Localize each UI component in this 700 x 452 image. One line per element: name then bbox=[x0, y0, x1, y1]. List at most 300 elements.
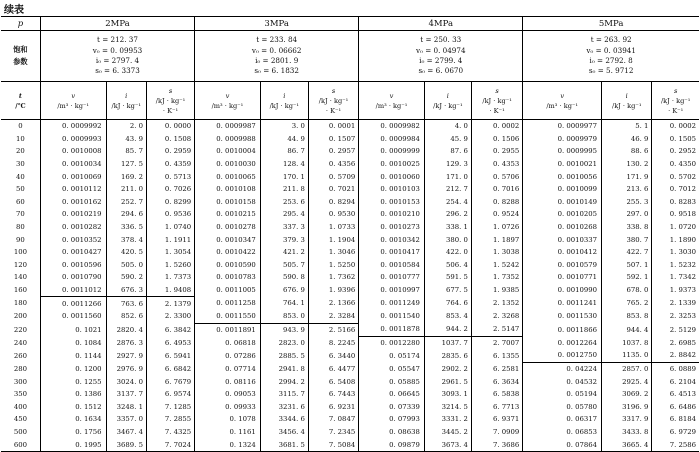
specific-volume-cell: 0. 0010268 bbox=[523, 221, 602, 234]
specific-volume-cell: 0. 04224 bbox=[523, 362, 602, 375]
entropy-cell: 0. 0002 bbox=[652, 120, 699, 133]
entropy-cell: 0. 9536 bbox=[146, 208, 194, 221]
enthalpy-cell: 85. 7 bbox=[106, 145, 146, 158]
t-unit-label bbox=[1, 82, 40, 120]
i-unit-header bbox=[106, 82, 146, 120]
saturation-value: i₀ = 2799. 4 bbox=[419, 56, 463, 65]
table-row bbox=[1, 284, 699, 297]
specific-volume-cell: 0. 1078 bbox=[195, 413, 261, 426]
temperature-cell: 120 bbox=[13, 260, 28, 269]
entropy-cell: 2. 3268 bbox=[471, 310, 522, 323]
enthalpy-cell: 676. 9 bbox=[260, 284, 308, 297]
table-row bbox=[1, 246, 699, 259]
temperature-cell: 200 bbox=[13, 312, 28, 321]
saturation-value: v₀ = 0. 04974 bbox=[415, 45, 466, 55]
specific-volume-cell: 0. 0010777 bbox=[359, 271, 425, 284]
enthalpy-cell: 507. 1 bbox=[602, 259, 652, 272]
specific-volume-cell: 0. 0012280 bbox=[359, 336, 425, 349]
enthalpy-cell: 3137. 7 bbox=[106, 388, 146, 401]
saturation-value: t = 212. 37 bbox=[97, 35, 138, 45]
enthalpy-cell: 3433. 8 bbox=[602, 426, 652, 439]
entropy-cell: 6. 4477 bbox=[308, 362, 358, 375]
specific-volume-cell: 0. 0009999 bbox=[359, 145, 425, 158]
specific-volume-cell: 0. 1324 bbox=[195, 438, 261, 451]
entropy-cell: 1. 7362 bbox=[308, 271, 358, 284]
s-unit-line: s bbox=[168, 86, 173, 95]
enthalpy-cell: 3673. 4 bbox=[424, 438, 471, 451]
i-unit-line: /kJ · kg⁻¹ bbox=[433, 101, 463, 110]
enthalpy-cell: 338. 1 bbox=[424, 221, 471, 234]
specific-volume-cell: 0. 0010990 bbox=[523, 284, 602, 297]
entropy-cell: 0. 8288 bbox=[471, 196, 522, 209]
table-row bbox=[1, 120, 699, 133]
specific-volume-cell: 0. 0010210 bbox=[359, 208, 425, 221]
entropy-cell: 0. 1506 bbox=[471, 133, 522, 146]
specific-volume-cell: 0. 0010278 bbox=[195, 221, 261, 234]
entropy-cell: 0. 4350 bbox=[652, 158, 699, 171]
temperature-cell: 600 bbox=[1, 438, 40, 451]
entropy-cell: 7. 2586 bbox=[652, 438, 699, 451]
s-unit-line: s bbox=[331, 86, 336, 95]
entropy-cell: 1. 3030 bbox=[652, 246, 699, 259]
saturation-value: i₀ = 2797. 4 bbox=[95, 56, 140, 65]
temperature-cell: 10 bbox=[16, 134, 25, 143]
specific-volume-cell: 0. 09879 bbox=[359, 438, 425, 451]
entropy-cell: 1. 5260 bbox=[146, 259, 194, 272]
v-unit-line: /m³ · kg⁻¹ bbox=[375, 101, 408, 110]
enthalpy-cell: 2902. 2 bbox=[424, 362, 471, 375]
i-unit-line: i bbox=[283, 91, 286, 100]
enthalpy-cell: 592. 1 bbox=[602, 271, 652, 284]
enthalpy-cell: 336. 5 bbox=[106, 221, 146, 234]
table-row bbox=[1, 158, 699, 171]
v-unit-header bbox=[359, 82, 425, 120]
specific-volume-cell: 0. 0010153 bbox=[359, 196, 425, 209]
enthalpy-cell: 590. 8 bbox=[260, 271, 308, 284]
enthalpy-cell: 3331. 2 bbox=[424, 413, 471, 426]
entropy-cell: 2. 1366 bbox=[308, 297, 358, 310]
i-unit-line: i bbox=[446, 91, 449, 100]
table-row bbox=[1, 362, 699, 375]
enthalpy-cell: 422. 7 bbox=[602, 246, 652, 259]
table-row bbox=[1, 145, 699, 158]
table-row bbox=[1, 183, 699, 196]
entropy-cell: 2. 1352 bbox=[471, 297, 522, 310]
entropy-cell: 1. 7373 bbox=[146, 271, 194, 284]
pressure-header-row bbox=[1, 17, 699, 31]
enthalpy-cell: 678. 0 bbox=[602, 284, 652, 297]
entropy-cell: 0. 8283 bbox=[652, 196, 699, 209]
temperature-cell: 260 bbox=[13, 351, 28, 360]
enthalpy-cell: 1135. 0 bbox=[602, 349, 652, 362]
enthalpy-cell: 171. 9 bbox=[602, 170, 652, 183]
specific-volume-cell: 0. 0010162 bbox=[40, 196, 106, 209]
specific-volume-cell: 0. 0011550 bbox=[195, 310, 261, 323]
specific-volume-cell: 0. 0010771 bbox=[523, 271, 602, 284]
saturation-values bbox=[359, 31, 523, 82]
enthalpy-cell: 943. 9 bbox=[260, 323, 308, 336]
specific-volume-cell: 0. 0010025 bbox=[359, 158, 425, 171]
specific-volume-cell: 0. 1200 bbox=[40, 362, 106, 375]
enthalpy-cell: 420. 5 bbox=[106, 246, 146, 259]
v-unit-line: /m³ · kg⁻¹ bbox=[57, 101, 90, 110]
specific-volume-cell: 0. 1161 bbox=[195, 426, 261, 439]
temperature-cell: 500 bbox=[13, 428, 28, 437]
enthalpy-cell: 129. 3 bbox=[424, 158, 471, 171]
entropy-cell: 1. 1897 bbox=[471, 233, 522, 246]
specific-volume-cell: 0. 09053 bbox=[195, 388, 261, 401]
entropy-cell: 6. 2581 bbox=[471, 362, 522, 375]
entropy-cell: 7. 7024 bbox=[146, 438, 194, 451]
entropy-cell: 1. 7342 bbox=[652, 271, 699, 284]
temperature-cell: 300 bbox=[13, 377, 28, 386]
specific-volume-cell: 0. 07993 bbox=[359, 413, 425, 426]
pressure-label: 5MPa bbox=[523, 17, 699, 31]
entropy-cell: 2. 5166 bbox=[308, 323, 358, 336]
entropy-cell: 2. 3253 bbox=[652, 310, 699, 323]
table-row bbox=[1, 233, 699, 246]
s-unit-line: /kJ · kg⁻¹ bbox=[318, 96, 349, 105]
table-row bbox=[1, 271, 699, 284]
temperature-cell: 0 bbox=[18, 122, 23, 131]
entropy-cell: 6. 3842 bbox=[146, 323, 194, 336]
s-unit-line: · K⁻¹ bbox=[668, 106, 684, 115]
enthalpy-cell: 3231. 6 bbox=[260, 401, 308, 414]
specific-volume-cell: 0. 0010108 bbox=[195, 183, 261, 196]
specific-volume-cell: 0. 0010273 bbox=[359, 221, 425, 234]
enthalpy-cell: 3689. 5 bbox=[106, 438, 146, 451]
v-unit-header bbox=[523, 82, 602, 120]
entropy-cell: 0. 2952 bbox=[652, 145, 699, 158]
enthalpy-cell: 380. 0 bbox=[424, 233, 471, 246]
enthalpy-cell: 422. 0 bbox=[424, 246, 471, 259]
enthalpy-cell: 763. 6 bbox=[106, 297, 146, 310]
specific-volume-cell: 0. 0010065 bbox=[195, 170, 261, 183]
enthalpy-cell: 590. 2 bbox=[106, 271, 146, 284]
t-unit-line: t bbox=[18, 91, 22, 100]
entropy-cell: 7. 3686 bbox=[471, 438, 522, 451]
enthalpy-cell: 1037. 8 bbox=[602, 336, 652, 349]
entropy-cell: 2. 8842 bbox=[652, 349, 699, 362]
specific-volume-cell: 0. 0010427 bbox=[40, 246, 106, 259]
entropy-cell: 2. 6985 bbox=[652, 336, 699, 349]
enthalpy-cell: 379. 3 bbox=[260, 233, 308, 246]
enthalpy-cell: 944. 4 bbox=[602, 323, 652, 336]
enthalpy-cell: 764. 1 bbox=[260, 297, 308, 310]
v-unit-header bbox=[40, 82, 106, 120]
specific-volume-cell: 0. 0011249 bbox=[359, 297, 425, 310]
specific-volume-cell: 0. 0010103 bbox=[359, 183, 425, 196]
i-unit-header bbox=[424, 82, 471, 120]
enthalpy-cell: 338. 8 bbox=[602, 221, 652, 234]
superheated-steam-table bbox=[1, 16, 699, 452]
enthalpy-cell: 505. 0 bbox=[106, 259, 146, 272]
entropy-cell: 0. 2959 bbox=[146, 145, 194, 158]
table-row bbox=[1, 323, 699, 336]
saturation-values bbox=[523, 31, 699, 82]
specific-volume-cell: 0. 1386 bbox=[40, 388, 106, 401]
specific-volume-cell: 0. 06818 bbox=[195, 336, 261, 349]
enthalpy-cell: 3069. 2 bbox=[602, 388, 652, 401]
enthalpy-cell: 2976. 9 bbox=[106, 362, 146, 375]
enthalpy-cell: 2820. 4 bbox=[106, 323, 146, 336]
entropy-cell: 6. 4953 bbox=[146, 336, 194, 349]
entropy-cell: 1. 1911 bbox=[146, 233, 194, 246]
table-row bbox=[1, 310, 699, 323]
s-unit-header bbox=[652, 82, 699, 120]
enthalpy-cell: 676. 3 bbox=[106, 284, 146, 297]
entropy-cell: 1. 9373 bbox=[652, 284, 699, 297]
specific-volume-cell: 0. 1756 bbox=[40, 426, 106, 439]
specific-volume-cell: 0. 0010056 bbox=[523, 170, 602, 183]
specific-volume-cell: 0. 0010584 bbox=[359, 259, 425, 272]
saturation-value: s₀ = 6. 1832 bbox=[254, 66, 299, 76]
entropy-cell: 6. 8184 bbox=[652, 413, 699, 426]
enthalpy-cell: 211. 8 bbox=[260, 183, 308, 196]
entropy-cell: 6. 5941 bbox=[146, 349, 194, 362]
enthalpy-cell: 677. 5 bbox=[424, 284, 471, 297]
entropy-cell: 0. 7021 bbox=[308, 183, 358, 196]
enthalpy-cell: 45. 9 bbox=[424, 133, 471, 146]
entropy-cell: 0. 5713 bbox=[146, 170, 194, 183]
v-unit-header bbox=[195, 82, 261, 120]
enthalpy-cell: 2857. 0 bbox=[602, 362, 652, 375]
entropy-cell: 0. 4359 bbox=[146, 158, 194, 171]
specific-volume-cell: 0. 05547 bbox=[359, 362, 425, 375]
s-unit-line: s bbox=[673, 86, 678, 95]
enthalpy-cell: 505. 7 bbox=[260, 259, 308, 272]
entropy-cell: 0. 4353 bbox=[471, 158, 522, 171]
enthalpy-cell: 87. 6 bbox=[424, 145, 471, 158]
v-unit-line: v bbox=[389, 91, 394, 100]
i-unit-line: /kJ · kg⁻¹ bbox=[611, 101, 642, 110]
p-symbol: p bbox=[1, 17, 40, 31]
saturation-label-line: 参数 bbox=[13, 57, 28, 66]
enthalpy-cell: 1037. 7 bbox=[424, 336, 471, 349]
enthalpy-cell: 213. 6 bbox=[602, 183, 652, 196]
specific-volume-cell: 0. 05780 bbox=[523, 401, 602, 414]
entropy-cell: 7. 0909 bbox=[471, 426, 522, 439]
enthalpy-cell: 2876. 3 bbox=[106, 336, 146, 349]
temperature-cell: 20 bbox=[16, 147, 25, 156]
saturation-values bbox=[40, 31, 194, 82]
specific-volume-cell: 0. 0010790 bbox=[40, 271, 106, 284]
entropy-cell: 0. 0001 bbox=[308, 120, 358, 133]
temperature-cell: 180 bbox=[13, 299, 28, 308]
enthalpy-cell: 378. 4 bbox=[106, 233, 146, 246]
temperature-cell: 90 bbox=[16, 235, 25, 244]
specific-volume-cell: 0. 0010008 bbox=[40, 145, 106, 158]
enthalpy-cell: 852. 6 bbox=[106, 310, 146, 323]
specific-volume-cell: 0. 0010783 bbox=[195, 271, 261, 284]
enthalpy-cell: 3456. 4 bbox=[260, 426, 308, 439]
specific-volume-cell: 0. 0011878 bbox=[359, 323, 425, 336]
specific-volume-cell: 0. 0009977 bbox=[523, 120, 602, 133]
s-unit-line: · K⁻¹ bbox=[325, 106, 342, 115]
enthalpy-cell: 294. 6 bbox=[106, 208, 146, 221]
table-row bbox=[1, 297, 699, 310]
temperature-cell: 400 bbox=[13, 402, 28, 411]
s-unit-line: · K⁻¹ bbox=[489, 106, 505, 115]
specific-volume-cell: 0. 04532 bbox=[523, 375, 602, 388]
specific-volume-cell: 0. 0012264 bbox=[523, 336, 602, 349]
table-row bbox=[1, 401, 699, 414]
entropy-cell: 1. 5250 bbox=[308, 259, 358, 272]
specific-volume-cell: 0. 07864 bbox=[523, 438, 602, 451]
specific-volume-cell: 0. 07286 bbox=[195, 349, 261, 362]
specific-volume-cell: 0. 1144 bbox=[40, 349, 106, 362]
temperature-cell: 140 bbox=[13, 273, 28, 282]
specific-volume-cell: 0. 0009992 bbox=[40, 120, 106, 133]
specific-volume-cell: 0. 0011866 bbox=[523, 323, 602, 336]
saturation-value: v₀ = 0. 06662 bbox=[251, 45, 302, 55]
enthalpy-cell: 853. 8 bbox=[602, 310, 652, 323]
enthalpy-cell: 591. 5 bbox=[424, 271, 471, 284]
pressure-label: 2MPa bbox=[40, 17, 194, 31]
enthalpy-cell: 2994. 2 bbox=[260, 375, 308, 388]
specific-volume-cell: 0. 0010417 bbox=[359, 246, 425, 259]
enthalpy-cell: 88. 6 bbox=[602, 145, 652, 158]
enthalpy-cell: 5. 1 bbox=[602, 120, 652, 133]
specific-volume-cell: 0. 1255 bbox=[40, 375, 106, 388]
enthalpy-cell: 211. 0 bbox=[106, 183, 146, 196]
temperature-cell: 350 bbox=[13, 390, 28, 399]
entropy-cell: 6. 9574 bbox=[146, 388, 194, 401]
specific-volume-cell: 0. 0010215 bbox=[195, 208, 261, 221]
specific-volume-cell: 0. 0010112 bbox=[40, 183, 106, 196]
entropy-cell: 1. 3038 bbox=[471, 246, 522, 259]
enthalpy-cell: 255. 3 bbox=[602, 196, 652, 209]
temperature-cell: 80 bbox=[16, 223, 25, 232]
s-unit-header bbox=[146, 82, 194, 120]
specific-volume-cell: 0. 06853 bbox=[523, 426, 602, 439]
enthalpy-cell: 2835. 6 bbox=[424, 349, 471, 362]
t-unit-line: /℃ bbox=[15, 101, 26, 110]
specific-volume-cell: 0. 0011560 bbox=[40, 310, 106, 323]
entropy-cell: 1. 3046 bbox=[308, 246, 358, 259]
entropy-cell: 1. 1904 bbox=[308, 233, 358, 246]
specific-volume-cell: 0. 0010282 bbox=[40, 221, 106, 234]
enthalpy-cell: 3024. 0 bbox=[106, 375, 146, 388]
specific-volume-cell: 0. 0009984 bbox=[359, 133, 425, 146]
enthalpy-cell: 506. 4 bbox=[424, 259, 471, 272]
enthalpy-cell: 44. 9 bbox=[260, 133, 308, 146]
table-row bbox=[1, 170, 699, 183]
specific-volume-cell: 0. 0010342 bbox=[359, 233, 425, 246]
table-row bbox=[1, 375, 699, 388]
entropy-cell: 0. 8294 bbox=[308, 196, 358, 209]
specific-volume-cell: 0. 0010337 bbox=[523, 233, 602, 246]
saturation-value: s₀ = 5. 9712 bbox=[588, 66, 634, 76]
entropy-cell: 1. 5232 bbox=[652, 259, 699, 272]
specific-volume-cell: 0. 08638 bbox=[359, 426, 425, 439]
specific-volume-cell: 0. 0009979 bbox=[523, 133, 602, 146]
i-unit-line: /kJ · kg⁻¹ bbox=[111, 101, 141, 110]
entropy-cell: 0. 1507 bbox=[308, 133, 358, 146]
enthalpy-cell: 3093. 1 bbox=[424, 388, 471, 401]
v-unit-line: v bbox=[560, 91, 565, 100]
entropy-cell: 6. 7679 bbox=[146, 375, 194, 388]
enthalpy-cell: 421. 2 bbox=[260, 246, 308, 259]
enthalpy-cell: 2. 0 bbox=[106, 120, 146, 133]
unit-header-row bbox=[1, 82, 699, 120]
enthalpy-cell: 3665. 4 bbox=[602, 438, 652, 451]
i-unit-header bbox=[260, 82, 308, 120]
entropy-cell: 2. 7007 bbox=[471, 336, 522, 349]
temperature-cell: 40 bbox=[16, 172, 25, 181]
temperature-cell: 160 bbox=[13, 286, 28, 295]
enthalpy-cell: 171. 0 bbox=[424, 170, 471, 183]
enthalpy-cell: 380. 7 bbox=[602, 233, 652, 246]
i-unit-line: /kJ · kg⁻¹ bbox=[269, 101, 300, 110]
table-row bbox=[1, 388, 699, 401]
entropy-cell: 2. 3284 bbox=[308, 310, 358, 323]
enthalpy-cell: 3317. 9 bbox=[602, 413, 652, 426]
specific-volume-cell: 0. 0010590 bbox=[195, 259, 261, 272]
specific-volume-cell: 0. 0009993 bbox=[40, 133, 106, 146]
entropy-cell: 1. 1890 bbox=[652, 233, 699, 246]
specific-volume-cell: 0. 0010412 bbox=[523, 246, 602, 259]
temperature-cell: 70 bbox=[16, 210, 25, 219]
enthalpy-cell: 295. 4 bbox=[260, 208, 308, 221]
temperature-cell: 100 bbox=[13, 248, 28, 257]
entropy-cell: 6. 2104 bbox=[652, 375, 699, 388]
entropy-cell: 6. 3634 bbox=[471, 375, 522, 388]
specific-volume-cell: 0. 0009988 bbox=[195, 133, 261, 146]
saturation-value: i₀ = 2801. 9 bbox=[255, 56, 299, 65]
enthalpy-cell: 130. 2 bbox=[602, 158, 652, 171]
enthalpy-cell: 3445. 2 bbox=[424, 426, 471, 439]
specific-volume-cell: 0. 05174 bbox=[359, 349, 425, 362]
table-row bbox=[1, 413, 699, 426]
enthalpy-cell: 86. 7 bbox=[260, 145, 308, 158]
specific-volume-cell: 0. 0011891 bbox=[195, 323, 261, 336]
entropy-cell: 0. 0002 bbox=[471, 120, 522, 133]
entropy-cell: 6. 5838 bbox=[471, 388, 522, 401]
specific-volume-cell: 0. 05885 bbox=[359, 375, 425, 388]
enthalpy-cell: 3344. 6 bbox=[260, 413, 308, 426]
table-row bbox=[1, 259, 699, 272]
specific-volume-cell: 0. 0011258 bbox=[195, 297, 261, 310]
s-unit-line: /kJ · kg⁻¹ bbox=[482, 96, 512, 105]
entropy-cell: 0. 7016 bbox=[471, 183, 522, 196]
specific-volume-cell: 0. 0010596 bbox=[40, 259, 106, 272]
specific-volume-cell: 0. 0010060 bbox=[359, 170, 425, 183]
entropy-cell: 1. 5242 bbox=[471, 259, 522, 272]
enthalpy-cell: 944. 2 bbox=[424, 323, 471, 336]
entropy-cell: 1. 0720 bbox=[652, 221, 699, 234]
entropy-cell: 0. 1505 bbox=[652, 133, 699, 146]
specific-volume-cell: 0. 09933 bbox=[195, 401, 261, 414]
specific-volume-cell: 0. 0010099 bbox=[523, 183, 602, 196]
v-unit-line: v bbox=[71, 91, 76, 100]
specific-volume-cell: 0. 1995 bbox=[40, 438, 106, 451]
s-unit-line: /kJ · kg⁻¹ bbox=[155, 96, 186, 105]
entropy-cell: 7. 0847 bbox=[308, 413, 358, 426]
specific-volume-cell: 0. 1512 bbox=[40, 401, 106, 414]
saturation-value: s₀ = 6. 3373 bbox=[95, 66, 140, 76]
entropy-cell: 6. 9371 bbox=[471, 413, 522, 426]
specific-volume-cell: 0. 0010205 bbox=[523, 208, 602, 221]
entropy-cell: 6. 6842 bbox=[146, 362, 194, 375]
entropy-cell: 2. 5147 bbox=[471, 323, 522, 336]
entropy-cell: 2. 1339 bbox=[652, 297, 699, 310]
entropy-cell: 0. 5702 bbox=[652, 170, 699, 183]
table-caption: 续表 bbox=[4, 5, 24, 16]
specific-volume-cell: 0. 0010352 bbox=[40, 233, 106, 246]
specific-volume-cell: 0. 0010034 bbox=[40, 158, 106, 171]
table-row bbox=[1, 221, 699, 234]
